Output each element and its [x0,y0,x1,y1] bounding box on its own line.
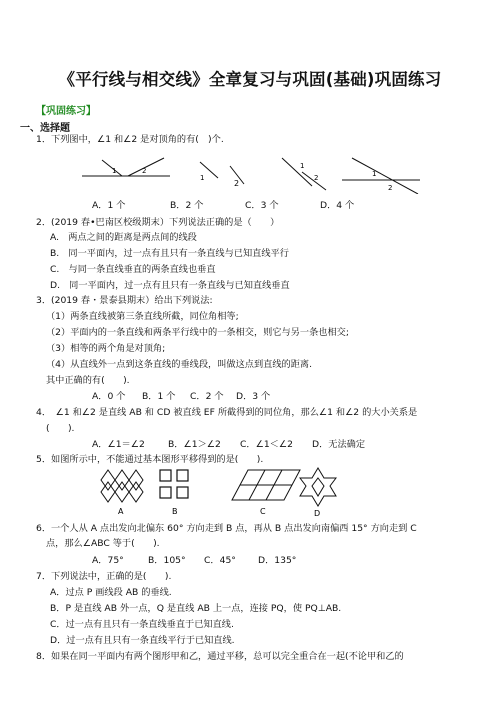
q5-label-a: A [118,507,124,516]
q5-figure-b [160,470,188,498]
q2-stem: 2．(2019 春•巴南区校级期末）下列说法正确的是（ ） [36,217,280,228]
q5-label-b: B [172,507,178,516]
q4-option-d: D．无法确定 [312,439,366,450]
q1-stem: 1．下列图中，∠1 和∠2 是对顶角的有( )个. [36,134,224,145]
q1-fig1-label-1: 1 [112,167,117,175]
q6-option-a: A．75° [92,555,124,566]
q1-option-d: D．4 个 [320,200,355,211]
section-heading: 一、选择题 [20,123,70,134]
q1-fig4-label-2: 2 [388,184,393,192]
q5-figure-c [232,470,300,500]
q6-option-c: C．45° [204,555,236,566]
q2-option-d: D. 同一平面内，过一点有且只有一条直线与已知直线垂直 [50,280,290,291]
q5-figure-d [300,468,336,506]
q3-option-c: C．2 个 [190,391,224,402]
q1-fig3-label-2: 2 [314,174,319,182]
q6-line-2: 点，那么∠ABC 等于( ). [46,538,160,549]
q3-item-2: （2）平面内的一条直线和两条平行线中的一条相交，则它与另一条也相交; [46,327,349,338]
q4-option-a: A．∠1＝∠2 [92,439,145,450]
q1-fig3-label-1: 1 [300,162,305,170]
q4-option-c: C．∠1＜∠2 [240,439,293,450]
q1-figure-4 [342,158,420,194]
q3-item-4: （4）从直线外一点到这条直线的垂线段，叫做这点到直线的距离. [46,359,313,370]
q3-item-3: （3）相等的两个角是对顶角; [46,343,166,354]
q3-item-1: （1）两条直线被第三条直线所截，同位角相等; [46,311,239,322]
q5-label-c: C [260,507,266,516]
exercise-tag: 【巩固练习】 [36,106,96,117]
q1-figure-1 [82,158,170,176]
q2-option-a: A. 两点之间的距离是两点间的线段 [50,232,197,243]
q1-option-b: B．2 个 [170,200,204,211]
q4-line-1: 4． ∠1 和∠2 是直线 AB 和 CD 被直线 EF 所截得到的同位角，那么∠1 和∠2 的大小关系是 [36,407,418,418]
q2-option-b: B. 同一平面内，过一点有且只有一条直线与已知直线平行 [50,248,289,259]
q6-line-1: 6．一个人从 A 点出发向北偏东 60° 方向走到 B 点，再从 B 点出发向南偏西 15° 方向走到 C [36,523,417,534]
q4-line-2: ( ). [46,423,75,434]
q1-fig2-label-1: 1 [200,174,205,182]
q3-stem: 3．(2019 春・景泰县期末）给出下列说法: [36,295,213,306]
q5-figure-a [101,470,143,502]
q7-option-c: C．过一点有且只有一条直线垂直于已知直线. [50,619,234,630]
q3-ask: 其中正确的有( ). [46,375,130,386]
q5-stem: 5．如图所示中，不能通过基本图形平移得到的是( ). [36,454,264,465]
q1-fig1-label-2: 2 [142,167,147,175]
q1-option-c: C．3 个 [245,200,279,211]
q6-option-d: D．135° [258,555,297,566]
q6-option-b: B．105° [148,555,186,566]
q5-figures [100,466,430,516]
q3-option-d: D．3 个 [236,391,271,402]
q1-option-a: A．1 个 [92,200,126,211]
q4-option-b: B．∠1＞∠2 [168,439,221,450]
q7-option-a: A．过点 P 画线段 AB 的垂线. [50,587,172,598]
page-title: 《平行线与相交线》全章复习与巩固(基础)巩固练习 [58,70,442,89]
q5-label-d: D [314,509,321,516]
q1-fig4-label-1: 1 [372,170,377,178]
q3-option-a: A．0 个 [92,391,126,402]
q1-figures [82,150,422,194]
q7-option-b: B．P 是直线 AB 外一点，Q 是直线 AB 上一点，连接 PQ，使 PQ⊥AB. [50,603,342,614]
q7-option-d: D．过一点有且只有一条直线平行于已知直线. [50,635,235,646]
q2-option-c: C. 与同一条直线垂直的两条直线也垂直 [50,264,216,275]
q3-option-b: B．1 个 [142,391,176,402]
q1-fig2-label-2: 2 [234,179,240,188]
q8-line-1: 8．如果在同一平面内有两个图形甲和乙，通过平移，总可以完全重合在一起(不论甲和乙的 [36,651,404,662]
q7-stem: 7．下列说法中，正确的是( ). [36,571,172,582]
